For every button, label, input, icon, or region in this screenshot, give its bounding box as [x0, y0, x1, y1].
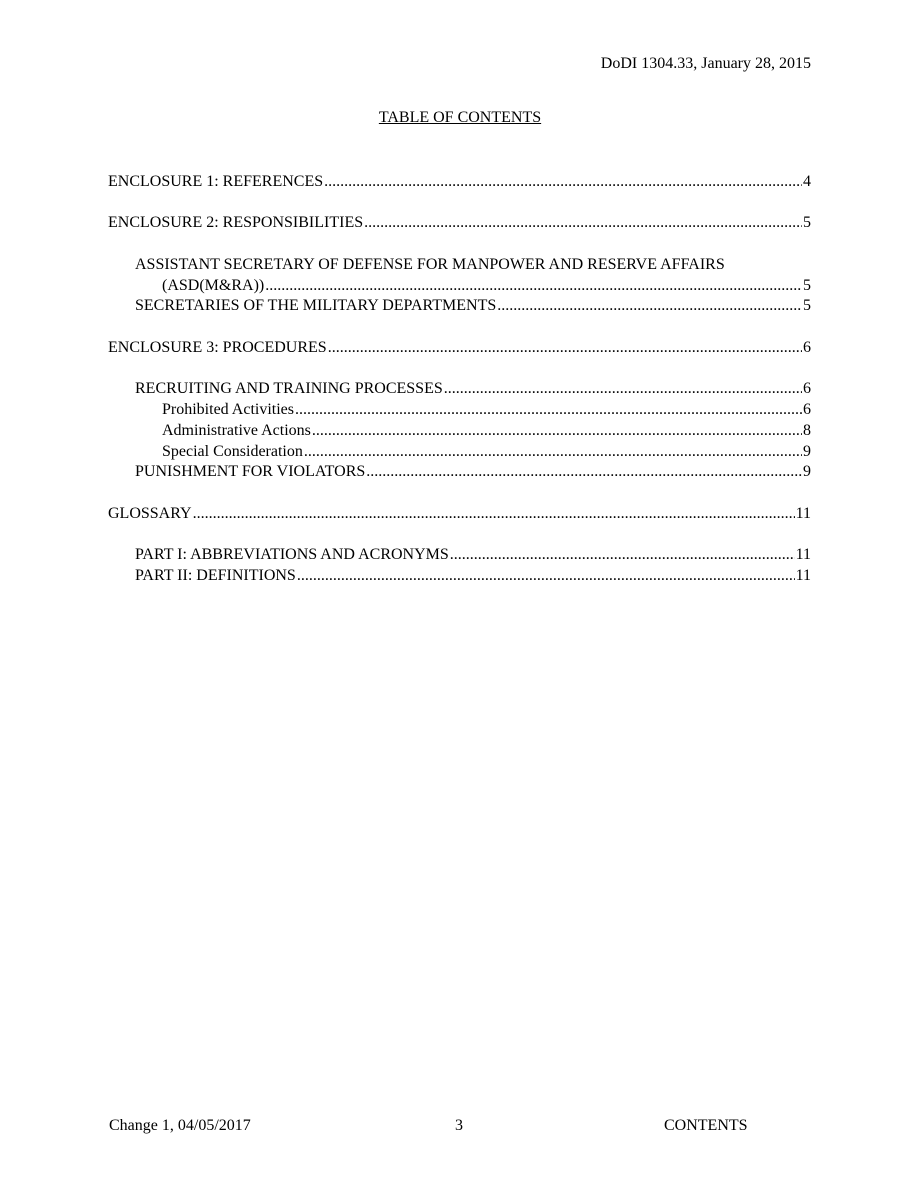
toc-entry-page: 9 [803, 463, 811, 480]
toc-entry-page: 6 [803, 380, 811, 397]
dot-leader [193, 503, 795, 524]
toc-entry-part-2[interactable] [135, 565, 811, 586]
toc-entry-label: SECRETARIES OF THE MILITARY DEPARTMENTS [135, 297, 497, 314]
toc-entry-label: Prohibited Activities [162, 401, 294, 418]
toc-entry-enclosure-1[interactable] [108, 171, 811, 192]
toc-entry-label: Special Consideration [162, 443, 303, 460]
toc-entry-label: (ASD(M&RA)) [162, 277, 265, 294]
toc-entry-label: ENCLOSURE 2: RESPONSIBILITIES [108, 214, 364, 231]
toc-entry-label: PART I: ABBREVIATIONS AND ACRONYMS [135, 546, 449, 563]
toc-entry-label: Administrative Actions [162, 422, 311, 439]
toc-entry-page: 5 [803, 297, 811, 314]
toc-entry-glossary[interactable] [108, 503, 811, 524]
toc-entry-page: 4 [803, 173, 811, 190]
toc-entry-page: 5 [803, 277, 811, 294]
dot-leader [328, 337, 802, 358]
footer-change-date: Change 1, 04/05/2017 [109, 1117, 251, 1134]
toc-entry-label: RECRUITING AND TRAINING PROCESSES [135, 380, 443, 397]
dot-leader [444, 378, 802, 399]
toc-entry-part-1[interactable] [135, 544, 811, 565]
toc-entry-page: 6 [803, 339, 811, 356]
toc-entry-special-consideration[interactable] [162, 441, 811, 462]
dot-leader [324, 171, 802, 192]
document-header: DoDI 1304.33, January 28, 2015 [600, 55, 811, 72]
toc-entry-asd-line-1[interactable]: ASSISTANT SECRETARY OF DEFENSE FOR MANPOWER AND RESERVE AFFAIRS [135, 256, 725, 273]
dot-leader [312, 420, 802, 441]
toc-entry-prohibited-activities[interactable] [162, 399, 811, 420]
toc-entry-page: 8 [803, 422, 811, 439]
toc-entry-label: GLOSSARY [108, 505, 192, 522]
footer-section-name: CONTENTS [664, 1117, 748, 1134]
toc-entry-label: PART II: DEFINITIONS [135, 567, 296, 584]
dot-leader [265, 275, 802, 296]
dot-leader [450, 544, 795, 565]
toc-entry-page: 11 [795, 567, 811, 584]
toc-entry-page: 9 [803, 443, 811, 460]
toc-entry-label: ENCLOSURE 3: PROCEDURES [108, 339, 327, 356]
toc-entry-asd[interactable] [162, 275, 811, 296]
dot-leader [304, 441, 802, 462]
toc-entry-recruiting[interactable] [135, 378, 811, 399]
toc-entry-enclosure-2[interactable] [108, 212, 811, 233]
toc-entry-label: PUNISHMENT FOR VIOLATORS [135, 463, 366, 480]
toc-entry-enclosure-3[interactable] [108, 337, 811, 358]
dot-leader [364, 212, 802, 233]
toc-entry-administrative-actions[interactable] [162, 420, 811, 441]
toc-entry-page: 11 [795, 505, 811, 522]
toc-title: TABLE OF CONTENTS [378, 109, 542, 126]
toc-entry-page: 5 [803, 214, 811, 231]
toc-entry-page: 11 [795, 546, 811, 563]
toc-entry-label: ENCLOSURE 1: REFERENCES [108, 173, 324, 190]
toc-entry-punishment[interactable] [135, 461, 811, 482]
footer-page-number: 3 [455, 1117, 463, 1134]
toc-entry-page: 6 [803, 401, 811, 418]
dot-leader [297, 565, 795, 586]
dot-leader [366, 461, 802, 482]
toc-entry-secretaries[interactable] [135, 295, 811, 316]
dot-leader [295, 399, 802, 420]
dot-leader [497, 295, 802, 316]
